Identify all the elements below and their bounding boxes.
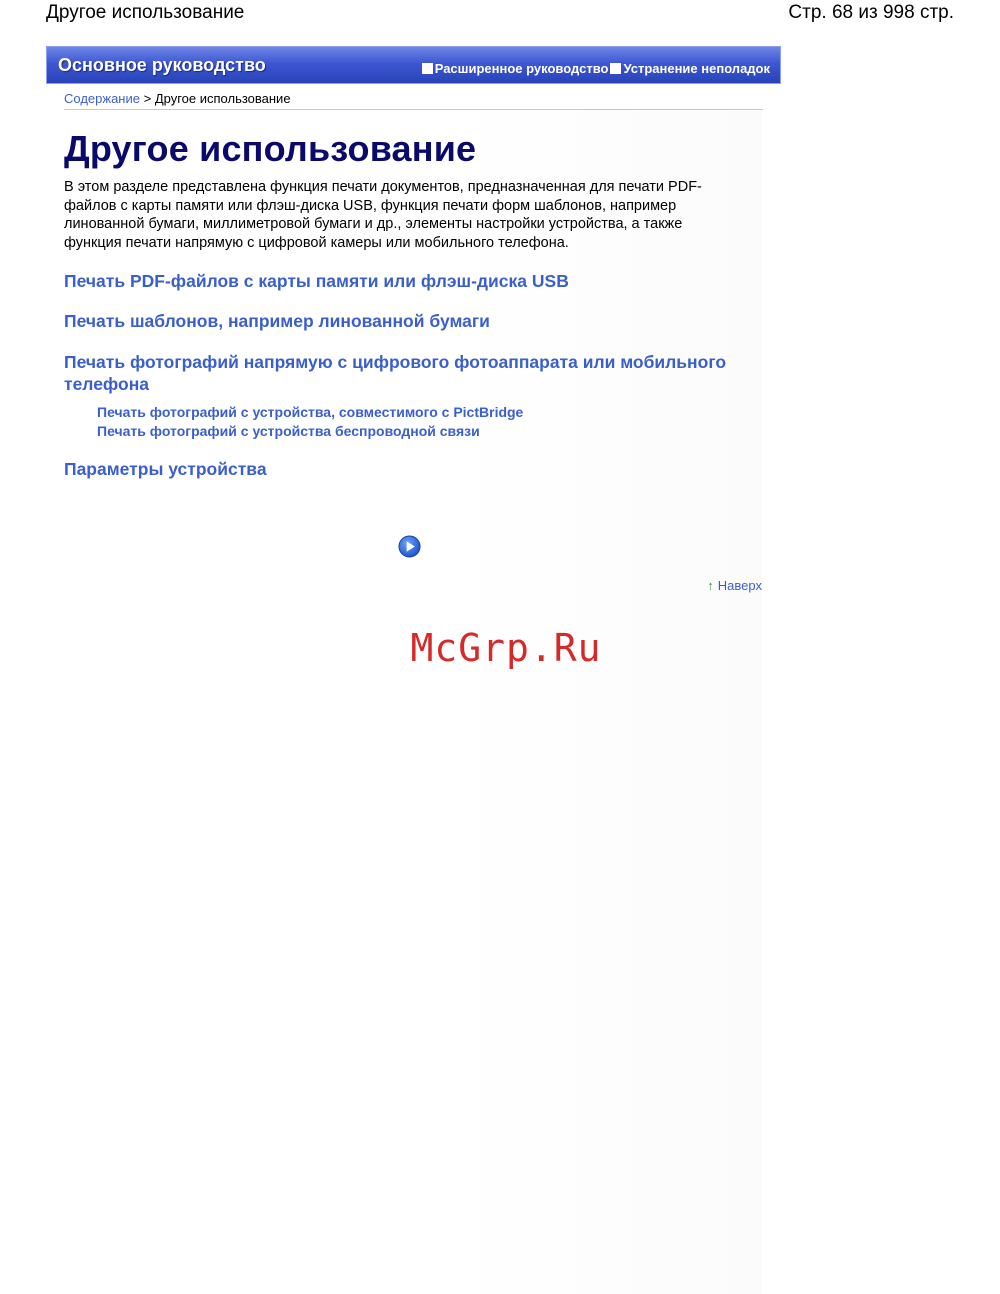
breadcrumb-contents-link[interactable]: Содержание bbox=[64, 91, 140, 106]
play-circle-icon[interactable] bbox=[398, 535, 421, 558]
back-to-top-link[interactable] bbox=[707, 578, 762, 593]
banner-title[interactable]: Основное руководство bbox=[58, 55, 266, 75]
page-counter: Стр. 68 из 998 стр. bbox=[788, 2, 954, 23]
wireless-print-link[interactable]: Печать фотографий с устройства беспроводной связи bbox=[97, 423, 480, 439]
breadcrumb bbox=[64, 91, 763, 110]
watermark: McGrp.Ru bbox=[410, 626, 602, 670]
advanced-guide-link[interactable] bbox=[422, 61, 609, 76]
advanced-guide-label: Расширенное руководство bbox=[434, 61, 609, 76]
intro-line: функция печати напрямую с цифровой камеры или мобильного телефона. bbox=[64, 234, 569, 251]
intro-line: В этом разделе представлена функция печати документов, предназначенная для печати PDF- bbox=[64, 179, 702, 195]
banner-links bbox=[420, 61, 770, 76]
page-header-title: Другое использование bbox=[46, 2, 245, 23]
square-icon bbox=[610, 63, 621, 74]
troubleshooting-link[interactable] bbox=[610, 61, 770, 76]
guide-banner bbox=[46, 46, 781, 84]
device-settings-link[interactable]: Параметры устройства bbox=[64, 459, 267, 479]
direct-print-link[interactable] bbox=[64, 351, 726, 395]
breadcrumb-separator: > bbox=[143, 91, 152, 106]
intro-line: линованной бумаги, миллиметровой бумаги и др., элементы настройки устройства, а также bbox=[64, 216, 683, 232]
pdf-print-link[interactable]: Печать PDF-файлов с карты памяти или флэш-диска USB bbox=[64, 271, 569, 291]
breadcrumb-current: Другое использование bbox=[154, 91, 291, 106]
intro-paragraph bbox=[64, 178, 744, 252]
intro-line: файлов с карты памяти или флэш-диска USB, функция печати форм шаблонов, например bbox=[64, 197, 677, 214]
page-title: Другое использование bbox=[64, 128, 477, 169]
back-to-top-label: Наверх bbox=[717, 578, 762, 593]
direct-print-label-line2: телефона bbox=[64, 374, 149, 394]
up-arrow-icon: ↑ bbox=[707, 578, 714, 593]
direct-print-label-line1: Печать фотографий напрямую с цифрового фотоаппарата или мобильного bbox=[64, 352, 727, 372]
square-icon bbox=[422, 63, 433, 74]
troubleshooting-label: Устранение неполадок bbox=[623, 61, 770, 76]
template-print-link[interactable]: Печать шаблонов, например линованной бумаги bbox=[64, 311, 490, 331]
pictbridge-print-link[interactable]: Печать фотографий с устройства, совместимого с PictBridge bbox=[97, 404, 524, 420]
